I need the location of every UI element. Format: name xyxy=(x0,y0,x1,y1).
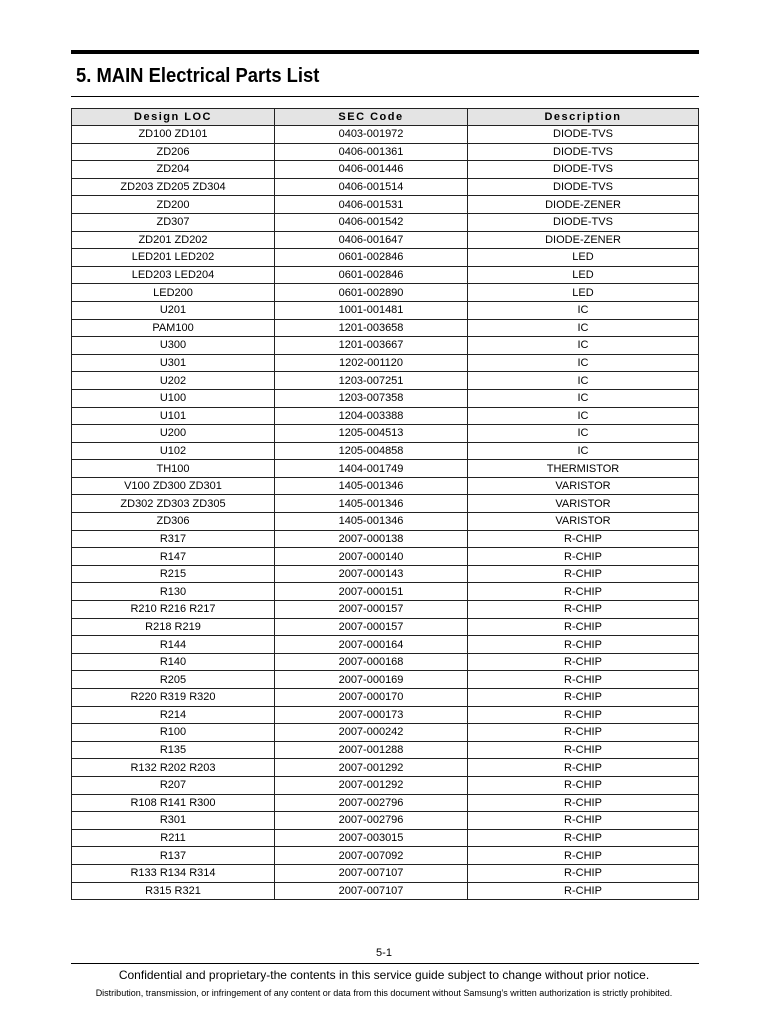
table-row xyxy=(72,653,699,671)
description-cell: R-CHIP xyxy=(468,601,699,619)
parts-table xyxy=(71,108,699,900)
description-cell: R-CHIP xyxy=(468,724,699,742)
sec-code-cell: 2007-001292 xyxy=(275,759,468,777)
design-loc-cell: LED200 xyxy=(72,284,275,302)
description-cell: R-CHIP xyxy=(468,548,699,566)
sec-code-cell: 2007-002796 xyxy=(275,812,468,830)
sec-code-cell: 1201-003667 xyxy=(275,337,468,355)
table-row xyxy=(72,407,699,425)
description-cell: LED xyxy=(468,284,699,302)
description-cell: R-CHIP xyxy=(468,653,699,671)
sec-code-cell: 0406-001647 xyxy=(275,231,468,249)
design-loc-cell: U300 xyxy=(72,337,275,355)
design-loc-cell: R135 xyxy=(72,741,275,759)
sec-code-cell: 2007-000242 xyxy=(275,724,468,742)
design-loc-cell: ZD204 xyxy=(72,161,275,179)
table-row xyxy=(72,530,699,548)
table-row xyxy=(72,372,699,390)
sec-code-cell: 0403-001972 xyxy=(275,126,468,144)
table-row xyxy=(72,126,699,144)
sec-code-cell: 1201-003658 xyxy=(275,319,468,337)
design-loc-cell: U102 xyxy=(72,442,275,460)
header-sec-code: SEC Code xyxy=(275,109,468,126)
parts-table-header xyxy=(72,109,699,126)
table-row xyxy=(72,231,699,249)
table-row xyxy=(72,284,699,302)
table-row xyxy=(72,636,699,654)
table-row xyxy=(72,319,699,337)
design-loc-cell: ZD306 xyxy=(72,513,275,531)
table-row xyxy=(72,425,699,443)
table-row xyxy=(72,847,699,865)
table-row xyxy=(72,460,699,478)
design-loc-cell: U301 xyxy=(72,354,275,372)
description-cell: R-CHIP xyxy=(468,812,699,830)
description-cell: IC xyxy=(468,389,699,407)
sec-code-cell: 0601-002890 xyxy=(275,284,468,302)
sec-code-cell: 1203-007358 xyxy=(275,389,468,407)
description-cell: R-CHIP xyxy=(468,794,699,812)
table-row xyxy=(72,495,699,513)
sec-code-cell: 2007-000173 xyxy=(275,706,468,724)
description-cell: DIODE-TVS xyxy=(468,178,699,196)
table-row xyxy=(72,266,699,284)
sec-code-cell: 0406-001542 xyxy=(275,213,468,231)
sec-code-cell: 0601-002846 xyxy=(275,249,468,267)
design-loc-cell: V100 ZD300 ZD301 xyxy=(72,477,275,495)
description-cell: R-CHIP xyxy=(468,864,699,882)
title-rule xyxy=(71,96,699,97)
description-cell: IC xyxy=(468,354,699,372)
sec-code-cell: 0406-001446 xyxy=(275,161,468,179)
table-row xyxy=(72,794,699,812)
table-row xyxy=(72,583,699,601)
sec-code-cell: 2007-000143 xyxy=(275,565,468,583)
table-row xyxy=(72,882,699,900)
table-row xyxy=(72,354,699,372)
table-row xyxy=(72,301,699,319)
sec-code-cell: 2007-007092 xyxy=(275,847,468,865)
description-cell: LED xyxy=(468,249,699,267)
design-loc-cell: U201 xyxy=(72,301,275,319)
design-loc-cell: ZD100 ZD101 xyxy=(72,126,275,144)
description-cell: DIODE-TVS xyxy=(468,213,699,231)
footer-distribution-notice: Distribution, transmission, or infringement of any content or data from this document without Samsung’s written authorization is strictly prohibited. xyxy=(95,988,673,998)
design-loc-cell: R218 R219 xyxy=(72,618,275,636)
design-loc-cell: ZD203 ZD205 ZD304 xyxy=(72,178,275,196)
design-loc-cell: R205 xyxy=(72,671,275,689)
description-cell: VARISTOR xyxy=(468,513,699,531)
description-cell: R-CHIP xyxy=(468,706,699,724)
sec-code-cell: 1204-003388 xyxy=(275,407,468,425)
footer-confidential-notice: Confidential and proprietary-the contents in this service guide subject to change without prior notice. xyxy=(118,968,650,982)
design-loc-cell: PAM100 xyxy=(72,319,275,337)
footer-rule xyxy=(71,963,699,964)
table-row xyxy=(72,196,699,214)
description-cell: R-CHIP xyxy=(468,618,699,636)
page-title: 5. MAIN Electrical Parts List xyxy=(76,65,320,87)
sec-code-cell: 2007-000138 xyxy=(275,530,468,548)
table-row xyxy=(72,213,699,231)
sec-code-cell: 0406-001531 xyxy=(275,196,468,214)
design-loc-cell: ZD206 xyxy=(72,143,275,161)
table-row xyxy=(72,143,699,161)
description-cell: R-CHIP xyxy=(468,741,699,759)
sec-code-cell: 2007-000169 xyxy=(275,671,468,689)
sec-code-cell: 1404-001749 xyxy=(275,460,468,478)
design-loc-cell: R100 xyxy=(72,724,275,742)
table-row xyxy=(72,601,699,619)
description-cell: IC xyxy=(468,442,699,460)
design-loc-cell: R215 xyxy=(72,565,275,583)
design-loc-cell: LED201 LED202 xyxy=(72,249,275,267)
description-cell: DIODE-TVS xyxy=(468,143,699,161)
design-loc-cell: ZD200 xyxy=(72,196,275,214)
table-row xyxy=(72,759,699,777)
design-loc-cell: ZD302 ZD303 ZD305 xyxy=(72,495,275,513)
table-row xyxy=(72,812,699,830)
sec-code-cell: 1203-007251 xyxy=(275,372,468,390)
sec-code-cell: 0406-001514 xyxy=(275,178,468,196)
design-loc-cell: R220 R319 R320 xyxy=(72,689,275,707)
header-description: Description xyxy=(468,109,699,126)
design-loc-cell: U100 xyxy=(72,389,275,407)
design-loc-cell: R144 xyxy=(72,636,275,654)
description-cell: DIODE-TVS xyxy=(468,161,699,179)
table-row xyxy=(72,741,699,759)
design-loc-cell: R108 R141 R300 xyxy=(72,794,275,812)
design-loc-cell: R137 xyxy=(72,847,275,865)
table-row xyxy=(72,776,699,794)
sec-code-cell: 2007-003015 xyxy=(275,829,468,847)
sec-code-cell: 2007-007107 xyxy=(275,864,468,882)
description-cell: R-CHIP xyxy=(468,689,699,707)
design-loc-cell: U101 xyxy=(72,407,275,425)
sec-code-cell: 1202-001120 xyxy=(275,354,468,372)
table-row xyxy=(72,161,699,179)
header-design-loc: Design LOC xyxy=(72,109,275,126)
description-cell: R-CHIP xyxy=(468,759,699,777)
design-loc-cell: ZD201 ZD202 xyxy=(72,231,275,249)
sec-code-cell: 1405-001346 xyxy=(275,495,468,513)
description-cell: R-CHIP xyxy=(468,671,699,689)
sec-code-cell: 1205-004513 xyxy=(275,425,468,443)
table-row xyxy=(72,689,699,707)
design-loc-cell: R301 xyxy=(72,812,275,830)
design-loc-cell: R207 xyxy=(72,776,275,794)
description-cell: LED xyxy=(468,266,699,284)
sec-code-cell: 0601-002846 xyxy=(275,266,468,284)
design-loc-cell: R317 xyxy=(72,530,275,548)
description-cell: VARISTOR xyxy=(468,495,699,513)
description-cell: IC xyxy=(468,372,699,390)
table-row xyxy=(72,706,699,724)
table-row xyxy=(72,477,699,495)
sec-code-cell: 1205-004858 xyxy=(275,442,468,460)
description-cell: R-CHIP xyxy=(468,583,699,601)
table-row xyxy=(72,178,699,196)
sec-code-cell: 2007-001292 xyxy=(275,776,468,794)
parts-table-body xyxy=(72,126,699,900)
header-row xyxy=(72,109,699,126)
sec-code-cell: 2007-001288 xyxy=(275,741,468,759)
design-loc-cell: R211 xyxy=(72,829,275,847)
table-row xyxy=(72,671,699,689)
description-cell: DIODE-TVS xyxy=(468,126,699,144)
design-loc-cell: R315 R321 xyxy=(72,882,275,900)
description-cell: IC xyxy=(468,425,699,443)
sec-code-cell: 1405-001346 xyxy=(275,513,468,531)
design-loc-cell: R147 xyxy=(72,548,275,566)
sec-code-cell: 2007-000157 xyxy=(275,601,468,619)
table-row xyxy=(72,829,699,847)
sec-code-cell: 2007-000164 xyxy=(275,636,468,654)
sec-code-cell: 1001-001481 xyxy=(275,301,468,319)
top-rule xyxy=(71,50,699,54)
design-loc-cell: R130 xyxy=(72,583,275,601)
sec-code-cell: 2007-000157 xyxy=(275,618,468,636)
description-cell: DIODE-ZENER xyxy=(468,231,699,249)
sec-code-cell: 2007-000140 xyxy=(275,548,468,566)
design-loc-cell: R133 R134 R314 xyxy=(72,864,275,882)
sec-code-cell: 2007-000170 xyxy=(275,689,468,707)
page-number: 5-1 xyxy=(376,947,392,959)
table-row xyxy=(72,565,699,583)
description-cell: IC xyxy=(468,301,699,319)
description-cell: THERMISTOR xyxy=(468,460,699,478)
sec-code-cell: 1405-001346 xyxy=(275,477,468,495)
table-row xyxy=(72,337,699,355)
description-cell: R-CHIP xyxy=(468,882,699,900)
description-cell: IC xyxy=(468,407,699,425)
table-row xyxy=(72,442,699,460)
design-loc-cell: LED203 LED204 xyxy=(72,266,275,284)
design-loc-cell: R140 xyxy=(72,653,275,671)
table-row xyxy=(72,249,699,267)
design-loc-cell: R210 R216 R217 xyxy=(72,601,275,619)
description-cell: R-CHIP xyxy=(468,530,699,548)
table-row xyxy=(72,618,699,636)
table-row xyxy=(72,864,699,882)
design-loc-cell: R132 R202 R203 xyxy=(72,759,275,777)
description-cell: R-CHIP xyxy=(468,776,699,794)
description-cell: IC xyxy=(468,337,699,355)
sec-code-cell: 2007-000151 xyxy=(275,583,468,601)
description-cell: R-CHIP xyxy=(468,847,699,865)
design-loc-cell: R214 xyxy=(72,706,275,724)
design-loc-cell: ZD307 xyxy=(72,213,275,231)
design-loc-cell: U202 xyxy=(72,372,275,390)
table-row xyxy=(72,389,699,407)
description-cell: R-CHIP xyxy=(468,565,699,583)
table-row xyxy=(72,724,699,742)
design-loc-cell: TH100 xyxy=(72,460,275,478)
description-cell: R-CHIP xyxy=(468,829,699,847)
description-cell: IC xyxy=(468,319,699,337)
description-cell: DIODE-ZENER xyxy=(468,196,699,214)
sec-code-cell: 0406-001361 xyxy=(275,143,468,161)
sec-code-cell: 2007-007107 xyxy=(275,882,468,900)
design-loc-cell: U200 xyxy=(72,425,275,443)
table-row xyxy=(72,548,699,566)
description-cell: R-CHIP xyxy=(468,636,699,654)
description-cell: VARISTOR xyxy=(468,477,699,495)
sec-code-cell: 2007-002796 xyxy=(275,794,468,812)
table-row xyxy=(72,513,699,531)
sec-code-cell: 2007-000168 xyxy=(275,653,468,671)
